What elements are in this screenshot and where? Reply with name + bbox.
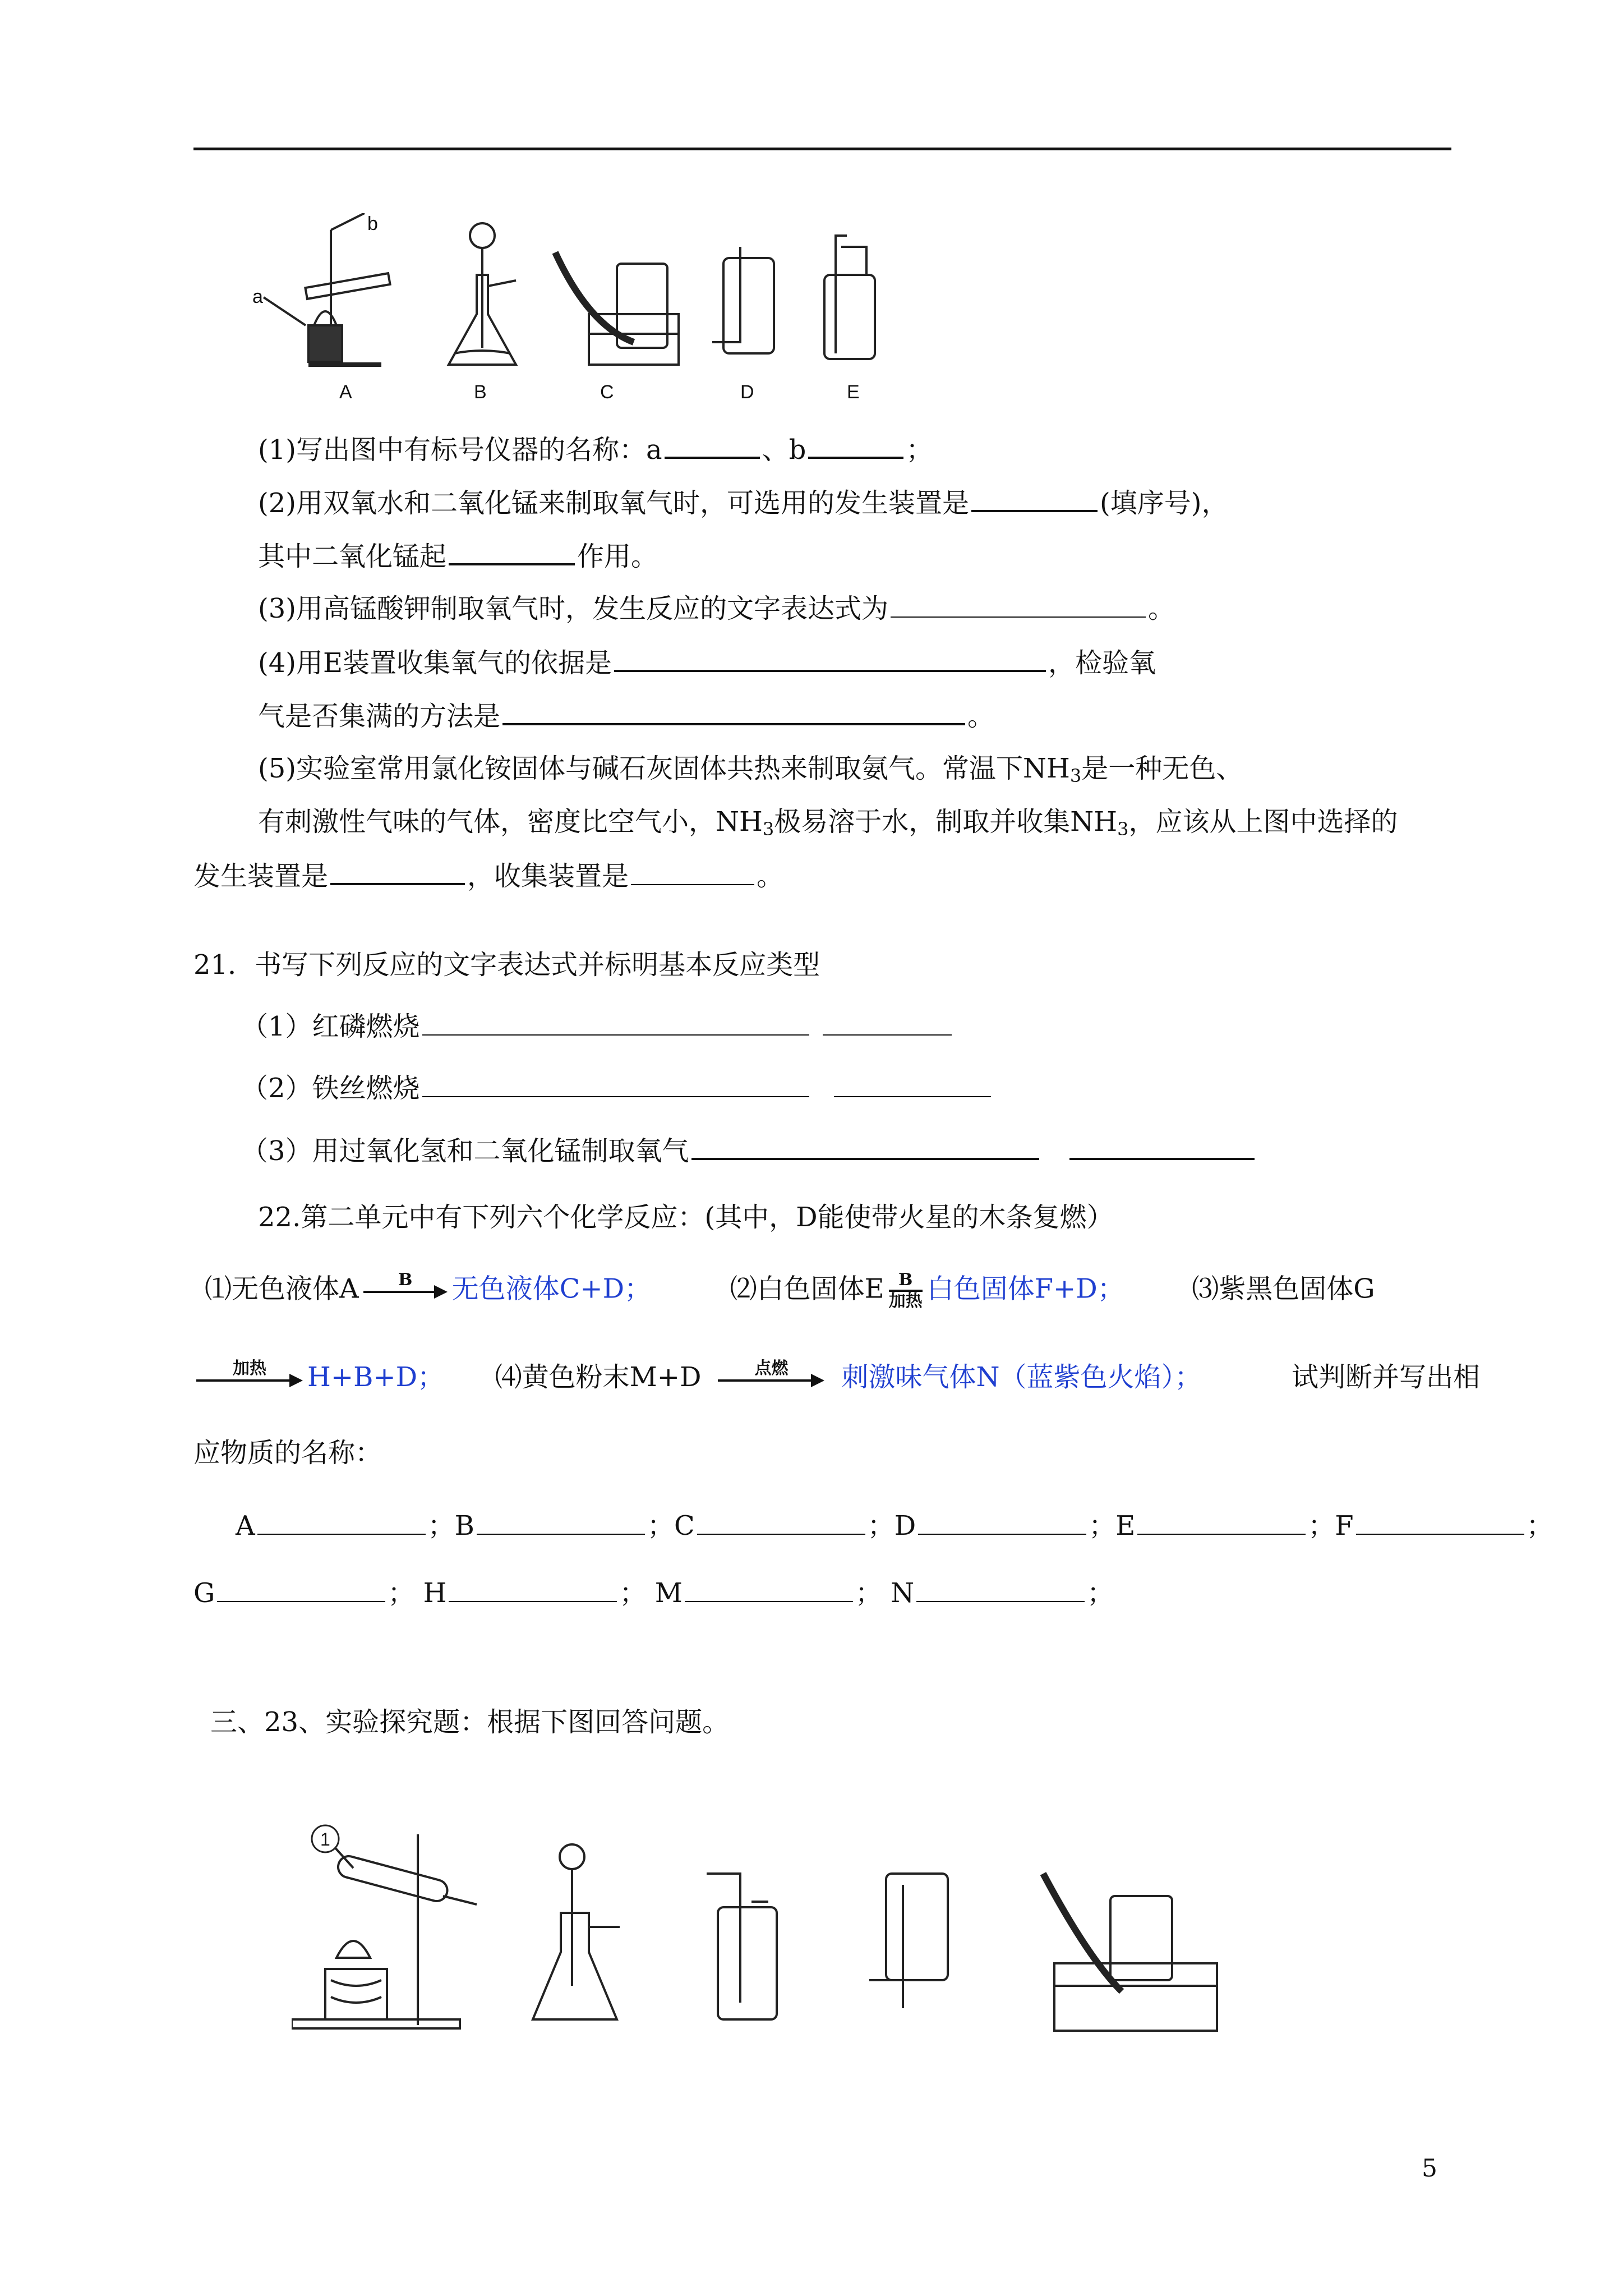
label-a: a <box>252 286 263 307</box>
q22-reactions-row1: ⑴无色液体A B 无色液体C+D； ⑵白色固体E $\frac{B}{\text{加热}}$ 白色固体F+D； ⑶紫黑色固体G <box>205 1270 1375 1311</box>
q21-type3[interactable] <box>1069 1133 1255 1160</box>
q22-title: 22.第二单元中有下列六个化学反应：(其中，D能使带火星的木条复燃） <box>258 1202 1114 1233</box>
answer-blank-basis[interactable] <box>614 645 1046 672</box>
reaction-arrow-1: B <box>363 1274 448 1308</box>
name-blank-F[interactable] <box>1356 1509 1524 1535</box>
q20-part2b: 其中二氧化锰起 作用。 <box>258 539 658 573</box>
q20-part4: (4)用E装置收集氧气的依据是 ，检验氧 <box>258 645 1156 680</box>
q22-reactions-row2: 加热 H+B+D； ⑷黄色粉末M+D 点燃 刺激味气体N（蓝紫色火焰）； 试判断并写出相 <box>196 1360 1480 1396</box>
circle-label-1: 1 <box>320 1829 330 1849</box>
label-D: D <box>740 381 754 403</box>
answer-blank-role[interactable] <box>449 539 575 565</box>
label-b: b <box>367 213 378 234</box>
reaction-condition-2: $\frac{B}{\text{加热}}$ <box>888 1270 923 1311</box>
name-blank-E[interactable] <box>1137 1509 1306 1535</box>
label-E: E <box>847 381 860 403</box>
label-C: C <box>600 381 614 403</box>
q21-item2: （2）铁丝燃烧 <box>241 1071 993 1105</box>
name-blank-N[interactable] <box>916 1576 1085 1602</box>
q20-part4b: 气是否集满的方法是 。 <box>258 698 994 733</box>
answer-blank-equation[interactable] <box>891 592 1146 618</box>
q22-names-row1: A ；B ；C ；D ；E ；F ； <box>236 1510 1553 1542</box>
name-blank-A[interactable] <box>257 1509 426 1535</box>
page-number: 5 <box>1422 2154 1437 2183</box>
q22-tail: 应物质的名称： <box>193 1437 382 1469</box>
answer-blank-method[interactable] <box>502 698 965 725</box>
header-rule <box>193 148 1451 150</box>
q20-part3: (3)用高锰酸钾制取氧气时，发生反应的文字表达式为 。 <box>258 593 1175 624</box>
q20-part1: (1)写出图中有标号仪器的名称：a 、b ； <box>258 432 933 467</box>
q20-part2: (2)用双氧水和二氧化锰来制取氧气时，可选用的发生装置是 (填序号)， <box>258 485 1228 520</box>
q21-title: 21．书写下列反应的文字表达式并标明基本反应类型 <box>193 949 820 981</box>
q21-item3: （3）用过氧化氢和二氧化锰制取氧气 <box>241 1133 1257 1168</box>
apparatus-figure-1 <box>252 213 925 404</box>
q21-answer1[interactable] <box>422 1010 809 1036</box>
q20-part5a: (5)实验室常用氯化铵固体与碱石灰固体共热来制取氨气。常温下$NH_3$是一种无色、 <box>258 753 1243 786</box>
answer-blank-generator[interactable] <box>330 858 465 885</box>
q21-type1[interactable] <box>823 1010 952 1036</box>
q21-answer2[interactable] <box>422 1071 809 1097</box>
name-blank-G[interactable] <box>217 1576 385 1602</box>
q21-item1: （1）红磷燃烧 <box>241 1010 954 1043</box>
answer-blank-a[interactable] <box>665 432 760 459</box>
q20-part5b: 有刺激性气味的气体，密度比空气小，$NH_3$极易溶于水，制取并收集$NH_3$，应该从上图中选择的 <box>258 806 1398 840</box>
name-blank-M[interactable] <box>685 1576 853 1602</box>
answer-blank-collector[interactable] <box>631 859 754 885</box>
reaction-arrow-3: 加热 <box>196 1363 303 1396</box>
reaction-arrow-4: 点燃 <box>718 1363 824 1396</box>
name-blank-C[interactable] <box>697 1509 865 1535</box>
name-blank-D[interactable] <box>918 1509 1086 1535</box>
q21-type2[interactable] <box>834 1071 991 1097</box>
q23-title: 三、23、实验探究题：根据下图回答问题。 <box>210 1706 730 1738</box>
q20-part5c: 发生装置是 ，收集装置是 。 <box>193 858 783 893</box>
label-B: B <box>474 381 487 403</box>
name-blank-H[interactable] <box>449 1576 617 1602</box>
answer-blank-b[interactable] <box>808 432 903 459</box>
q21-answer3[interactable] <box>691 1133 1039 1160</box>
q22-names-row2: G ； H ； M ； N ； <box>193 1577 1114 1609</box>
name-blank-B[interactable] <box>477 1509 645 1535</box>
label-A: A <box>339 381 352 403</box>
answer-blank-device[interactable] <box>971 485 1098 512</box>
apparatus-figure-2 <box>292 1823 1245 2036</box>
